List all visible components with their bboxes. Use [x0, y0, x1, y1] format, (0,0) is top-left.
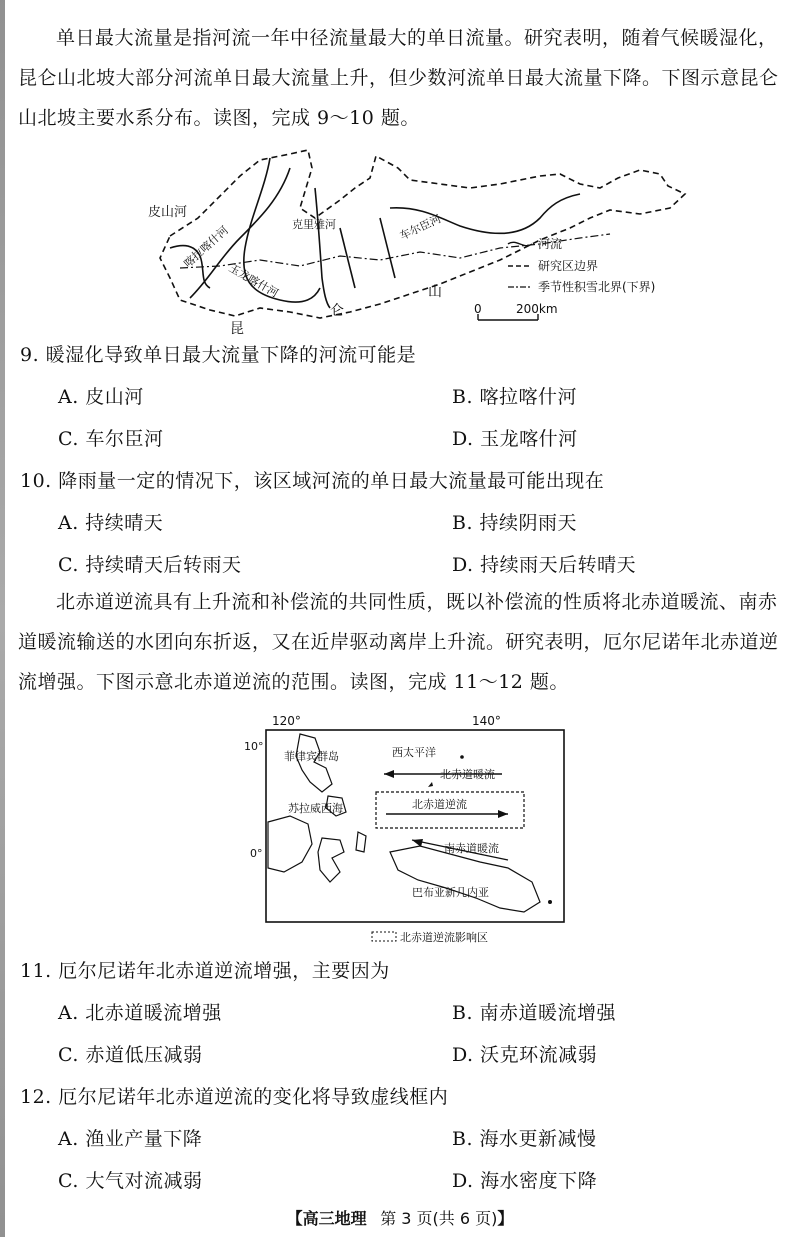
q10-option-a[interactable]: A. 持续晴天 — [58, 512, 164, 534]
intro-paragraph-2: 北赤道逆流具有上升流和补偿流的共同性质，既以补偿流的性质将北赤道暖流、南赤道暖流输送的水团向东折返，又在近岸驱动离岸上升流。研究表明，厄尔尼诺年北赤道逆流增强。下图示意北赤道逆流的范围。读图，完成 11～12 题。 — [18, 591, 779, 693]
scale-distance: 200km — [516, 302, 558, 316]
yurungkash-river-label: 玉龙喀什河 — [226, 261, 281, 301]
karakash-river-label: 喀拉喀什河 — [181, 223, 231, 271]
terrain-label-lun: 仑 — [330, 303, 344, 319]
intro-paragraph-1: 单日最大流量是指河流一年中径流量最大的单日流量。研究表明，随着气候暖湿化，昆仑山北坡大部分河流单日最大流量上升，但少数河流单日最大流量下降。下图示意昆仑山北坡主要水系分布。读图，完成 9～10 题。 — [18, 27, 779, 129]
question-9-stem: 9. 暖湿化导致单日最大流量下降的河流可能是 — [20, 344, 417, 366]
lon-label-140: 140° — [472, 714, 501, 728]
counter-current-label: 北赤道逆流 — [412, 798, 467, 811]
philippines-label: 菲律宾群岛 — [284, 750, 339, 763]
cherchen-river-label: 车尔臣河 — [397, 212, 444, 243]
q9-option-a[interactable]: A. 皮山河 — [58, 386, 144, 408]
lat-label-0: 0° — [250, 847, 263, 860]
river-line-6 — [380, 218, 395, 278]
kunlun-river-map — [140, 148, 700, 338]
legend-boundary-label: 研究区边界 — [538, 259, 599, 273]
lon-label-120: 120° — [272, 714, 301, 728]
legend-snowline-label: 季节性积雪北界(下界) — [538, 280, 656, 294]
q12-option-d[interactable]: D. 海水密度下降 — [452, 1170, 598, 1192]
keriya-river-line — [315, 188, 330, 308]
q12-option-a[interactable]: A. 渔业产量下降 — [58, 1128, 203, 1150]
map2-legend-label: 北赤道逆流影响区 — [400, 931, 488, 944]
q12-option-c[interactable]: C. 大气对流减弱 — [58, 1170, 203, 1192]
south-eq-current-label: 南赤道暖流 — [444, 842, 499, 855]
q9-option-b[interactable]: B. 喀拉喀什河 — [452, 386, 578, 408]
q11-option-a[interactable]: A. 北赤道暖流增强 — [58, 1002, 222, 1024]
q11-option-c[interactable]: C. 赤道低压减弱 — [58, 1044, 203, 1066]
question-12-stem: 12. 厄尔尼诺年北赤道逆流的变化将导致虚线框内 — [20, 1086, 449, 1108]
footer-close-bracket: 】 — [497, 1209, 514, 1228]
q10-option-d[interactable]: D. 持续雨天后转晴天 — [452, 554, 637, 576]
q11-option-d[interactable]: D. 沃克环流减弱 — [452, 1044, 598, 1066]
sulawesi-sea-label: 苏拉威西海 — [288, 802, 343, 815]
new-guinea-label: 巴布亚新几内亚 — [412, 886, 489, 899]
q10-option-b[interactable]: B. 持续阴雨天 — [452, 512, 578, 534]
q11-option-b[interactable]: B. 南赤道暖流增强 — [452, 1002, 617, 1024]
countercurrent-map — [240, 712, 570, 944]
page-footer — [0, 1206, 800, 1229]
pishan-river-label: 皮山河 — [148, 205, 188, 220]
scan-edge — [0, 0, 5, 1237]
terrain-label-kun: 昆 — [230, 321, 244, 337]
terrain-label-shan: 山 — [428, 284, 442, 300]
q9-option-d[interactable]: D. 玉龙喀什河 — [452, 428, 578, 450]
question-10-stem: 10. 降雨量一定的情况下，该区域河流的单日最大流量最可能出现在 — [20, 470, 605, 492]
north-eq-current-label: 北赤道暖流 — [440, 768, 495, 781]
scale-zero: 0 — [474, 302, 482, 316]
q12-option-b[interactable]: B. 海水更新减慢 — [452, 1128, 597, 1150]
q10-option-c[interactable]: C. 持续晴天后转雨天 — [58, 554, 242, 576]
footer-page-number: 第 3 页(共 6 页) — [380, 1209, 498, 1228]
ocean-label: 西太平洋 — [392, 746, 436, 759]
lat-label-10: 10° — [244, 740, 264, 753]
map2-legend-symbol — [372, 932, 396, 941]
footer-subject: 【高三地理 — [286, 1209, 367, 1228]
river-line-5 — [340, 228, 355, 288]
keriya-river-label: 克里雅河 — [292, 218, 336, 231]
q9-option-c[interactable]: C. 车尔臣河 — [58, 428, 164, 450]
legend-river-label: 河流 — [538, 237, 563, 251]
question-11-stem: 11. 厄尔尼诺年北赤道逆流增强，主要因为 — [20, 960, 390, 982]
legend-river-symbol — [508, 242, 532, 245]
